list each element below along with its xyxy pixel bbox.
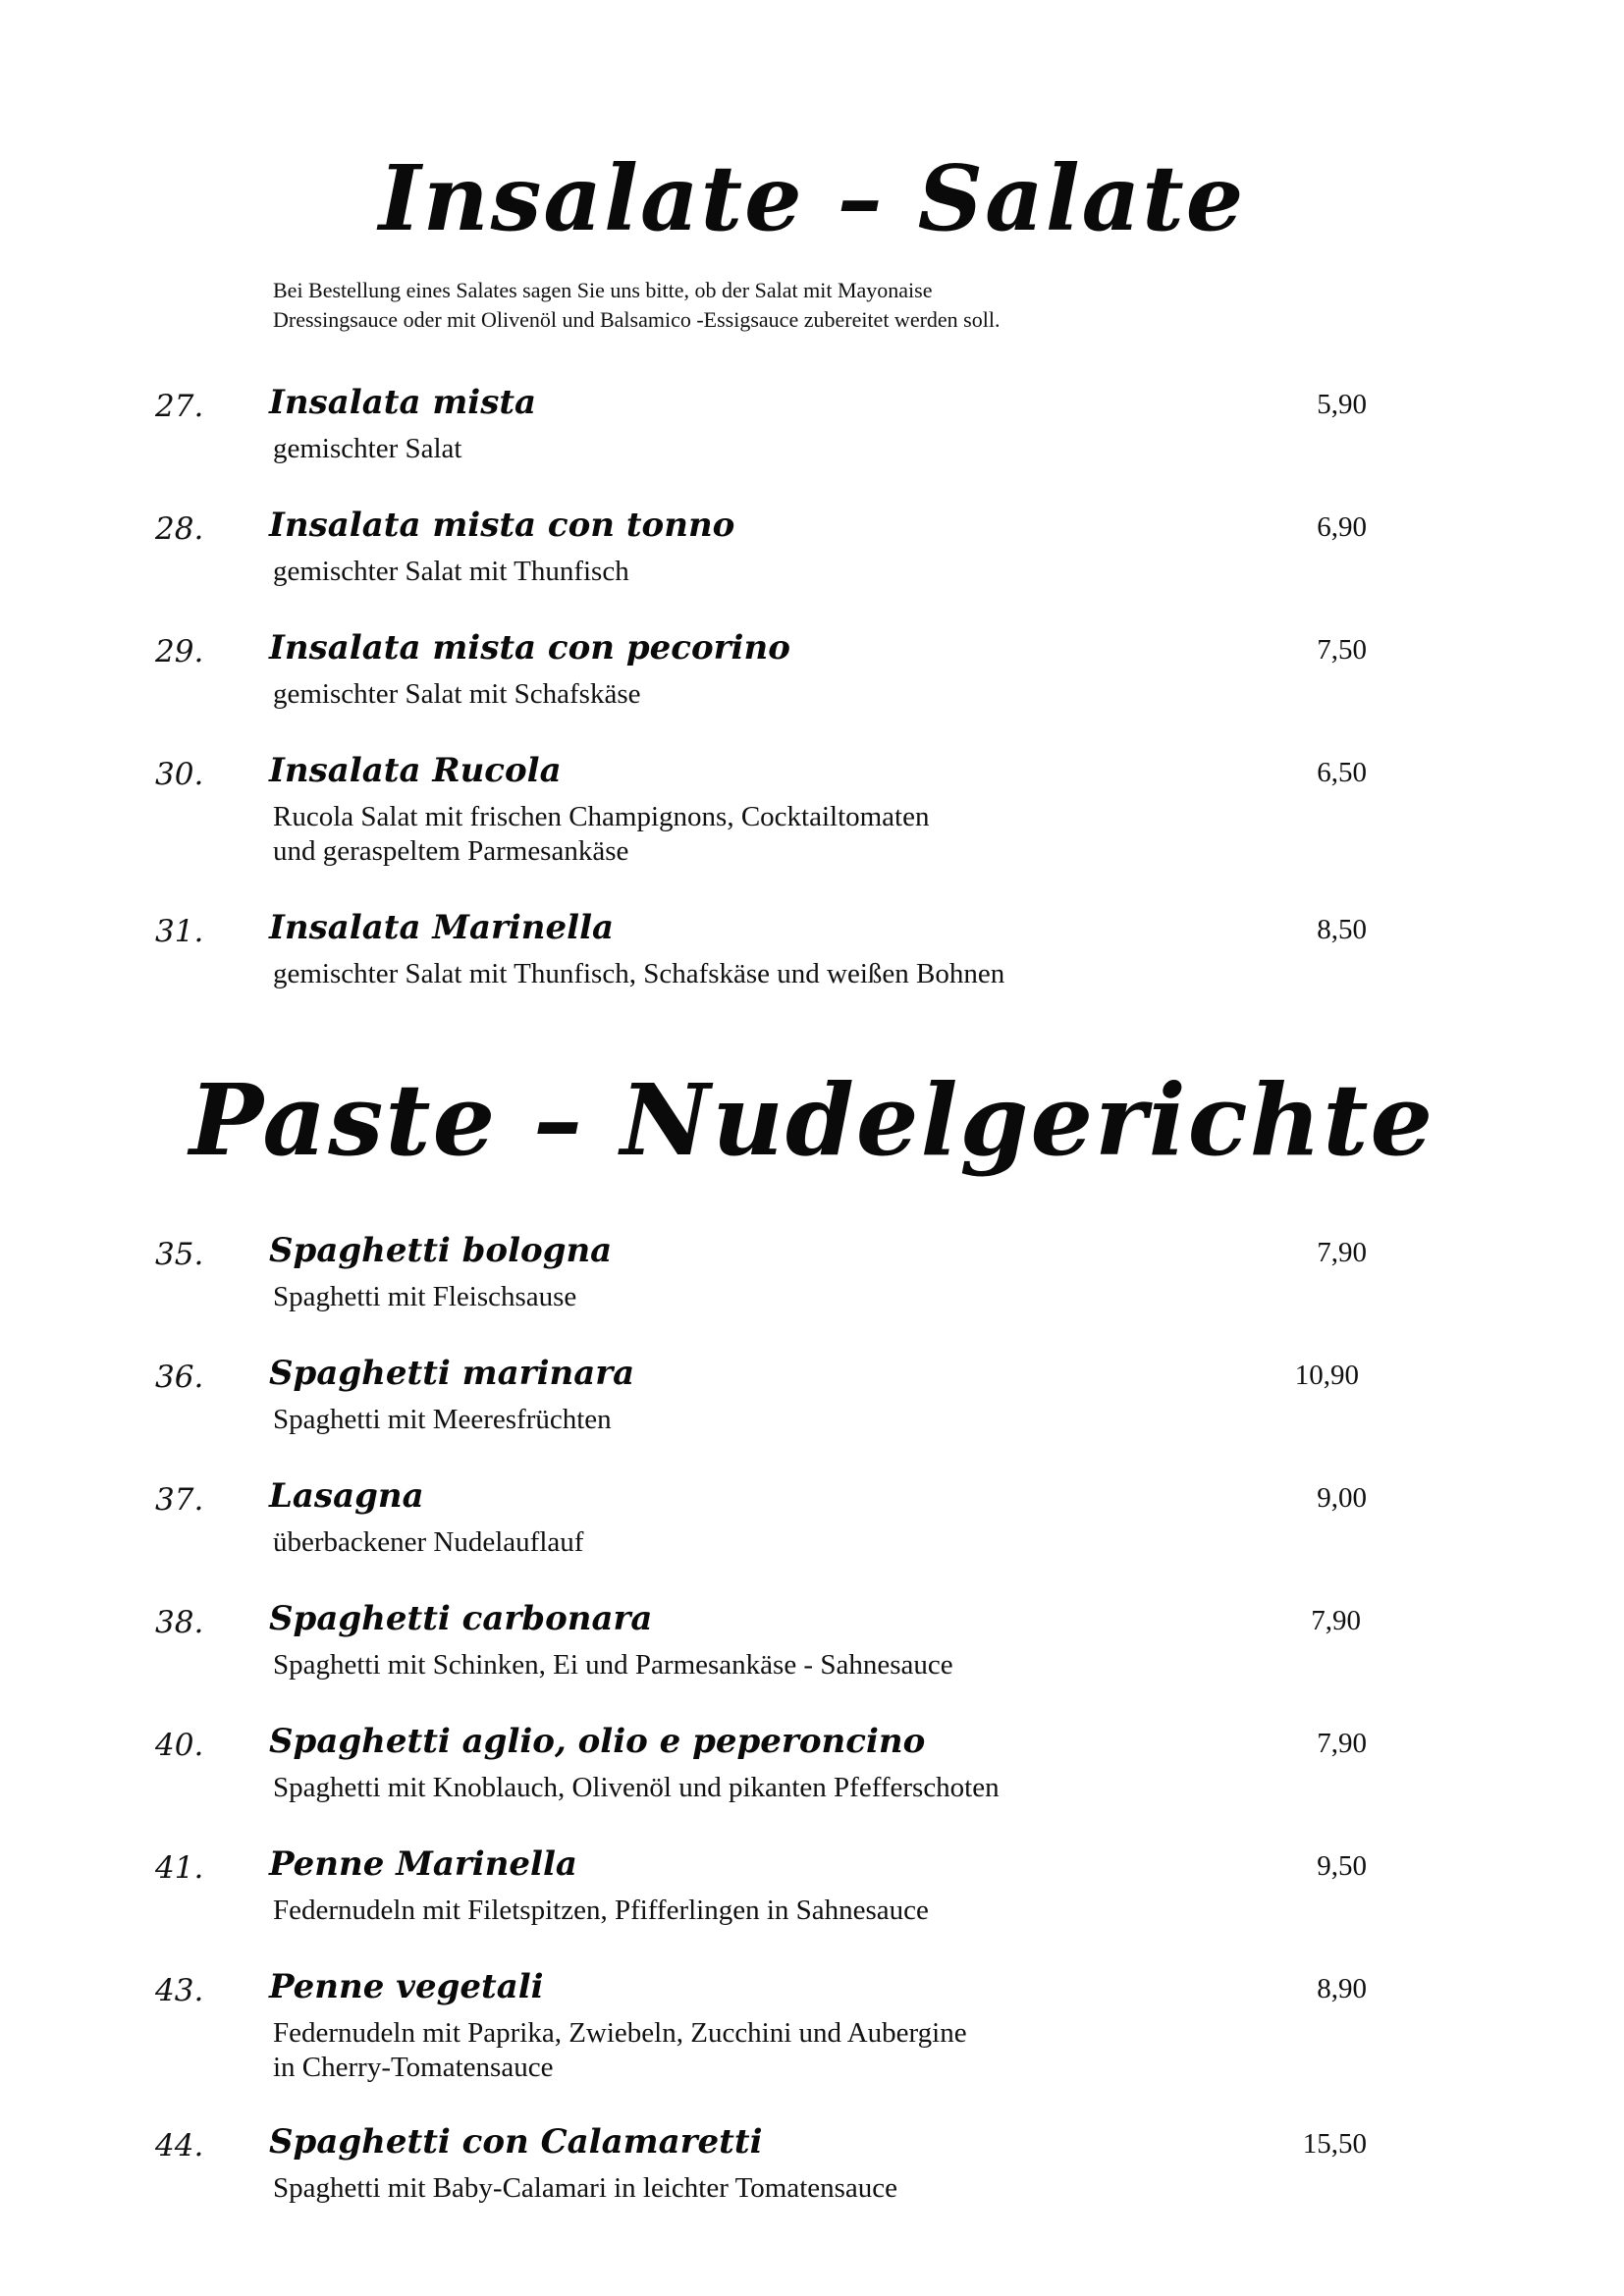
item-number: 36. <box>155 1360 204 1395</box>
item-number: 37. <box>155 1482 204 1518</box>
item-description <box>273 957 1157 991</box>
item-price: 5,90 <box>1317 389 1367 420</box>
item-number: 44. <box>155 2128 204 2163</box>
item-description-line: Spaghetti mit Meeresfrüchten <box>273 1404 612 1435</box>
item-description <box>273 1525 1157 1560</box>
salad-dressing-note-line: Dressingsauce oder mit Olivenöl und Balsamico -Essigsauce zubereitet werden soll. <box>273 307 1001 332</box>
menu-item-43 <box>0 1967 1624 2083</box>
item-description-line: Rucola Salat mit frischen Champignons, Cocktailtomaten <box>273 801 930 832</box>
item-name: Spaghetti carbonara <box>269 1599 653 1638</box>
item-name: Insalata mista con pecorino <box>269 628 790 667</box>
item-name: Spaghetti bologna <box>269 1231 613 1270</box>
item-name: Lasagna <box>269 1476 424 1516</box>
item-description <box>273 432 1157 466</box>
item-description <box>273 1648 1157 1682</box>
item-description-line: Federnudeln mit Filetspitzen, Pfifferlingen in Sahnesauce <box>273 1895 929 1926</box>
section-title-salate: Insalate – Salate <box>378 145 1246 251</box>
item-description-line: Spaghetti mit Knoblauch, Olivenöl und pikanten Pfefferschoten <box>273 1772 1000 1803</box>
item-description-line: Spaghetti mit Baby-Calamari in leichter Tomatensauce <box>273 2172 898 2204</box>
item-description-line: überbackener Nudelauflauf <box>273 1526 584 1558</box>
item-description-line: gemischter Salat <box>273 433 462 464</box>
item-description <box>273 1280 1157 1314</box>
item-description <box>273 2171 1157 2206</box>
item-description-line: und geraspeltem Parmesankäse <box>273 835 629 867</box>
item-description-line: Spaghetti mit Fleischsause <box>273 1281 577 1312</box>
item-description <box>273 800 1157 869</box>
item-price: 7,90 <box>1317 1728 1367 1759</box>
item-description <box>273 1894 1157 1928</box>
item-name: Penne Marinella <box>269 1844 577 1884</box>
item-name: Insalata Rucola <box>269 751 562 790</box>
item-description <box>273 555 1157 589</box>
item-description <box>273 2016 1157 2085</box>
item-price: 7,90 <box>1311 1605 1361 1636</box>
item-number: 43. <box>155 1973 204 2008</box>
item-description <box>273 1403 1157 1437</box>
menu-item-35 <box>0 1231 1624 1312</box>
menu-item-30 <box>0 751 1624 867</box>
item-description-line: Federnudeln mit Paprika, Zwiebeln, Zucchini und Aubergine <box>273 2017 967 2049</box>
item-description-line: gemischter Salat mit Thunfisch <box>273 556 629 587</box>
item-number: 27. <box>155 389 204 424</box>
item-name: Insalata mista con tonno <box>269 506 735 545</box>
item-price: 6,90 <box>1317 511 1367 543</box>
item-number: 35. <box>155 1237 204 1272</box>
menu-item-44 <box>0 2122 1624 2204</box>
menu-item-28 <box>0 506 1624 587</box>
menu-item-38 <box>0 1599 1624 1681</box>
item-price: 9,50 <box>1317 1850 1367 1882</box>
item-price: 15,50 <box>1302 2128 1367 2160</box>
item-name: Spaghetti con Calamaretti <box>269 2122 763 2162</box>
menu-item-31 <box>0 908 1624 989</box>
menu-item-27 <box>0 383 1624 464</box>
item-price: 8,90 <box>1317 1973 1367 2004</box>
item-description <box>273 677 1157 712</box>
menu-item-41 <box>0 1844 1624 1926</box>
salad-dressing-note <box>273 276 1255 335</box>
item-price: 7,90 <box>1317 1237 1367 1268</box>
item-description <box>273 1771 1157 1805</box>
item-name: Insalata mista <box>269 383 537 422</box>
item-price: 8,50 <box>1317 914 1367 945</box>
item-number: 41. <box>155 1850 204 1886</box>
item-name: Insalata Marinella <box>269 908 615 947</box>
item-number: 28. <box>155 511 204 547</box>
item-number: 38. <box>155 1605 204 1640</box>
item-number: 29. <box>155 634 204 669</box>
item-description-line: gemischter Salat mit Schafskäse <box>273 678 641 710</box>
item-price: 9,00 <box>1317 1482 1367 1514</box>
section-title-paste: Paste – Nudelgerichte <box>189 1062 1435 1178</box>
item-number: 31. <box>155 914 204 949</box>
salad-dressing-note-line: Bei Bestellung eines Salates sagen Sie uns bitte, ob der Salat mit Mayonaise <box>273 278 933 302</box>
item-description-line: gemischter Salat mit Thunfisch, Schafskäse und weißen Bohnen <box>273 958 1005 989</box>
item-price: 10,90 <box>1294 1360 1359 1391</box>
item-name: Spaghetti aglio, olio e peperoncino <box>269 1722 926 1761</box>
item-description-line: Spaghetti mit Schinken, Ei und Parmesankäse - Sahnesauce <box>273 1649 953 1681</box>
item-name: Penne vegetali <box>269 1967 544 2006</box>
menu-item-29 <box>0 628 1624 710</box>
item-price: 6,50 <box>1317 757 1367 788</box>
menu-item-40 <box>0 1722 1624 1803</box>
item-description-line: in Cherry-Tomatensauce <box>273 2052 554 2083</box>
item-name: Spaghetti marinara <box>269 1354 635 1393</box>
item-number: 30. <box>155 757 204 792</box>
menu-item-36 <box>0 1354 1624 1435</box>
item-price: 7,50 <box>1317 634 1367 666</box>
menu-item-37 <box>0 1476 1624 1558</box>
item-number: 40. <box>155 1728 204 1763</box>
